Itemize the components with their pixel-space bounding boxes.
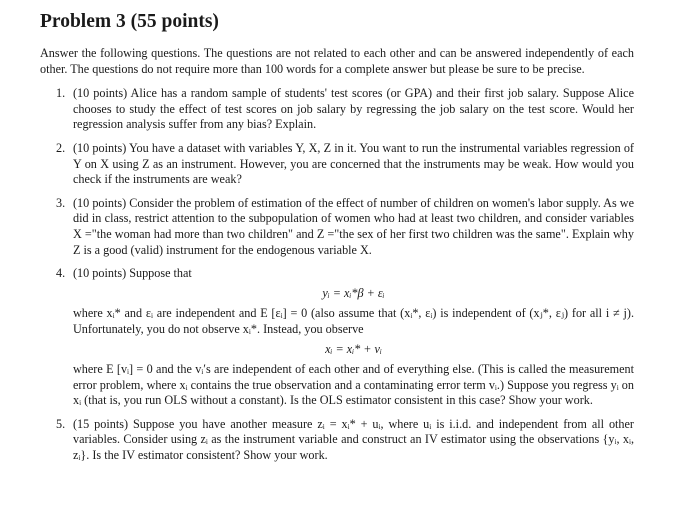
question-number: 2. — [56, 140, 66, 155]
question-list — [40, 86, 634, 463]
question-item — [40, 196, 634, 258]
question-item — [40, 417, 634, 464]
problem-page — [40, 10, 634, 472]
question-number: 1. — [56, 86, 66, 101]
question-text: (10 points) You have a dataset with variables Y, X, Z in it. You want to run the instrumental variables regression of Y on X using Z as an instrument. However, you are concerned that the instruments may be weak. How would you check if the instruments are weak? — [73, 140, 634, 187]
question-number: 3. — [56, 195, 66, 210]
question-item — [40, 86, 634, 133]
question-text: (15 points) Suppose you have another measure zᵢ = xᵢ* + uᵢ, where uᵢ is i.i.d. and independent from all other variables. Consider using zᵢ as the instrument variable and construct an IV estimator using the observations {yᵢ, xᵢ, zᵢ}. Is the IV estimator consistent? Show your work. — [73, 416, 634, 463]
question-paragraph: where xᵢ* and εᵢ are independent and E [εᵢ] = 0 (also assume that (xᵢ*, εᵢ) is independent of (xⱼ*, εⱼ) for all i ≠ j). Unfortunately, you do not observe xᵢ*. Instead, you observe — [73, 306, 634, 336]
question-item — [40, 266, 634, 409]
page-title: Problem 3 (55 points) — [40, 11, 219, 32]
equation-model: yᵢ = xᵢ*β + εᵢ — [322, 285, 385, 300]
intro-paragraph: Answer the following questions. The questions are not related to each other and can be answered independently of each other. The questions do not require more than 100 words for a complete answer but please be sure to be precise. — [40, 46, 634, 76]
question-paragraph: where E [vᵢ] = 0 and the vᵢ′s are independent of each other and of everything else. (This is called the measurement error problem, where xᵢ contains the true observation and a contaminating error term vᵢ.) Suppose you regress yᵢ on xᵢ (that is, you run OLS without a constant). Is the OLS estimator consistent in this case? Show your work. — [73, 362, 634, 408]
question-number: 4. — [56, 266, 66, 281]
question-lead: (10 points) Suppose that — [73, 266, 192, 281]
question-item — [40, 141, 634, 188]
equation-measurement: xᵢ = xᵢ* + vᵢ — [325, 341, 382, 356]
question-number: 5. — [56, 416, 66, 431]
question-text: (10 points) Consider the problem of estimation of the effect of number of children on women's labor supply. As we did in class, restrict attention to the subpopulation of women who had at least two children, and consider variables X ="the woman had more than two children" and Z ="the sex of her first two children was the same". Explain why Z is a good (valid) instrument for the endogenous variable X. — [73, 195, 634, 257]
question-text: (10 points) Alice has a random sample of students' test scores (or GPA) and their first job salary. Suppose Alice chooses to study the effect of test scores on job salary by regressing the job salary on the test score. Would her regression analysis suffer from any bias? Explain. — [73, 86, 634, 132]
